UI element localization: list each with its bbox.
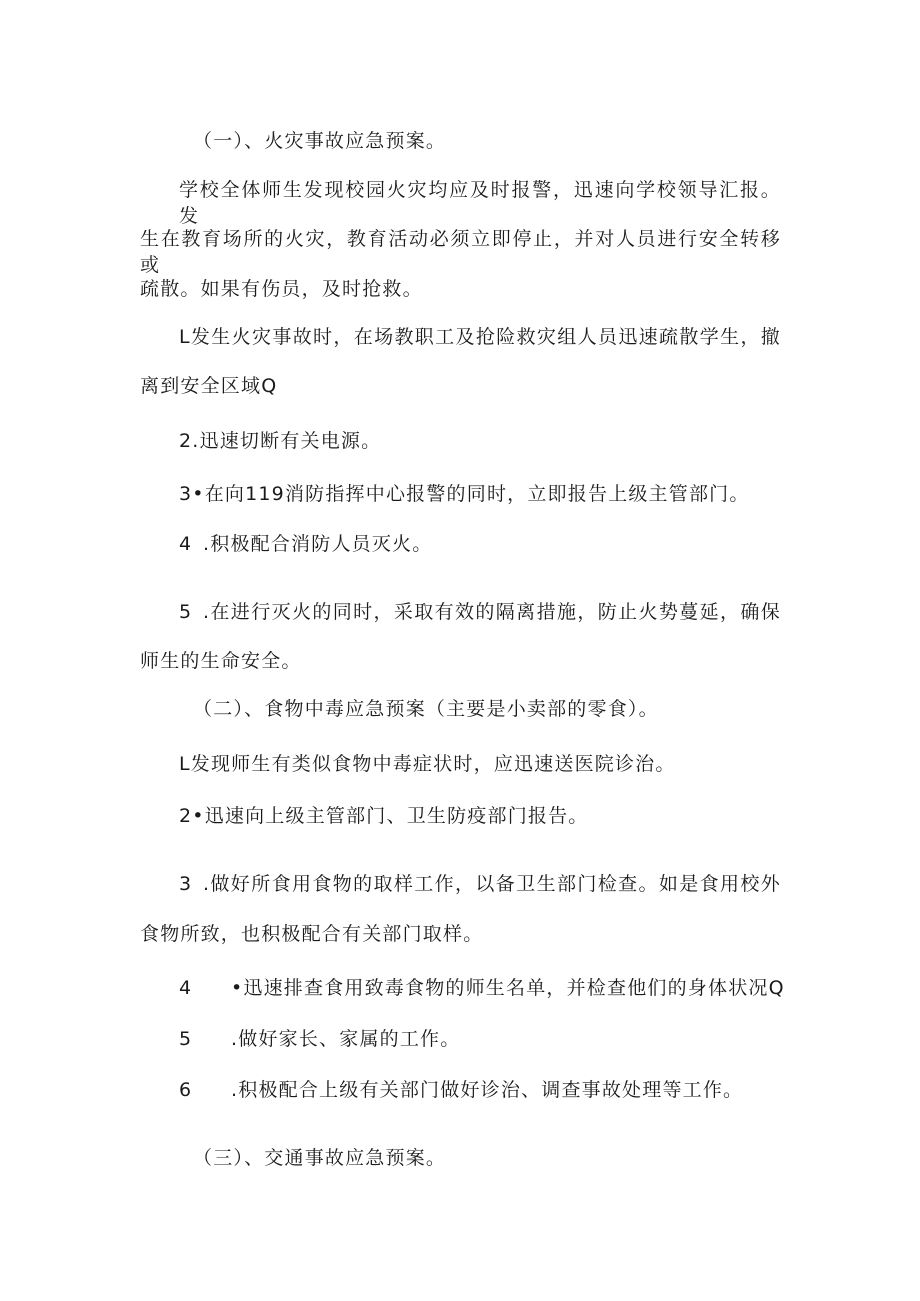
list-item-5-number: 5 xyxy=(179,601,193,623)
list-item-4: •迅速排查食用致毒食物的师生名单，并检查他们的身体状况Q xyxy=(231,977,785,999)
paragraph-line: 学校全体师生发现校园火灾均应及时报警，迅速向学校领导汇报。发 xyxy=(179,179,781,227)
list-item-1-cont: 离到安全区域Q xyxy=(140,375,278,397)
paragraph-line: 生在教育场所的火灾，教育活动必须立即停止，并对人员进行安全转移或 xyxy=(140,228,781,276)
list-item-1: L发生火灾事故时，在场教职工及抢险救灾组人员迅速疏散学生，撤 xyxy=(179,326,781,348)
section-heading-2: （二）、食物中毒应急预案（主要是小卖部的零食）。 xyxy=(193,698,659,720)
list-item-4-number: 4 xyxy=(179,977,193,999)
list-item-3-cont: 食物所致，也积极配合有关部门取样。 xyxy=(140,923,484,945)
section-heading-3: （三）、交通事故应急预案。 xyxy=(193,1147,447,1169)
list-item-5: .在进行灭火的同时，采取有效的隔离措施，防止火势蔓延，确保 xyxy=(203,601,781,623)
list-item-2: 2•迅速向上级主管部门、卫生防疫部门报告。 xyxy=(179,805,589,827)
list-item-1: L发现师生有类似食物中毒症状时，应迅速送医院诊治。 xyxy=(179,753,676,775)
list-item-4: .积极配合消防人员灭火。 xyxy=(203,533,433,555)
list-item-5: .做好家长、家属的工作。 xyxy=(231,1028,461,1050)
list-item-4-number: 4 xyxy=(179,533,193,555)
list-item-2: 2.迅速切断有关电源。 xyxy=(179,430,382,452)
list-item-5-cont: 师生的生命安全。 xyxy=(140,650,302,672)
list-item-5-number: 5 xyxy=(179,1028,193,1050)
list-item-3-number: 3 xyxy=(179,873,193,895)
list-item-6: .积极配合上级有关部门做好诊治、调查事故处理等工作。 xyxy=(231,1079,744,1101)
list-item-3: .做好所食用食物的取样工作，以备卫生部门检查。如是食用校外 xyxy=(203,873,781,895)
list-item-6-number: 6 xyxy=(179,1079,193,1101)
paragraph-line: 疏散。如果有伤员，及时抢救。 xyxy=(140,278,423,300)
section-heading-1: （一）、火灾事故应急预案。 xyxy=(193,130,447,152)
list-item-3: 3•在向119消防指挥中心报警的同时，立即报告上级主管部门。 xyxy=(179,483,750,505)
